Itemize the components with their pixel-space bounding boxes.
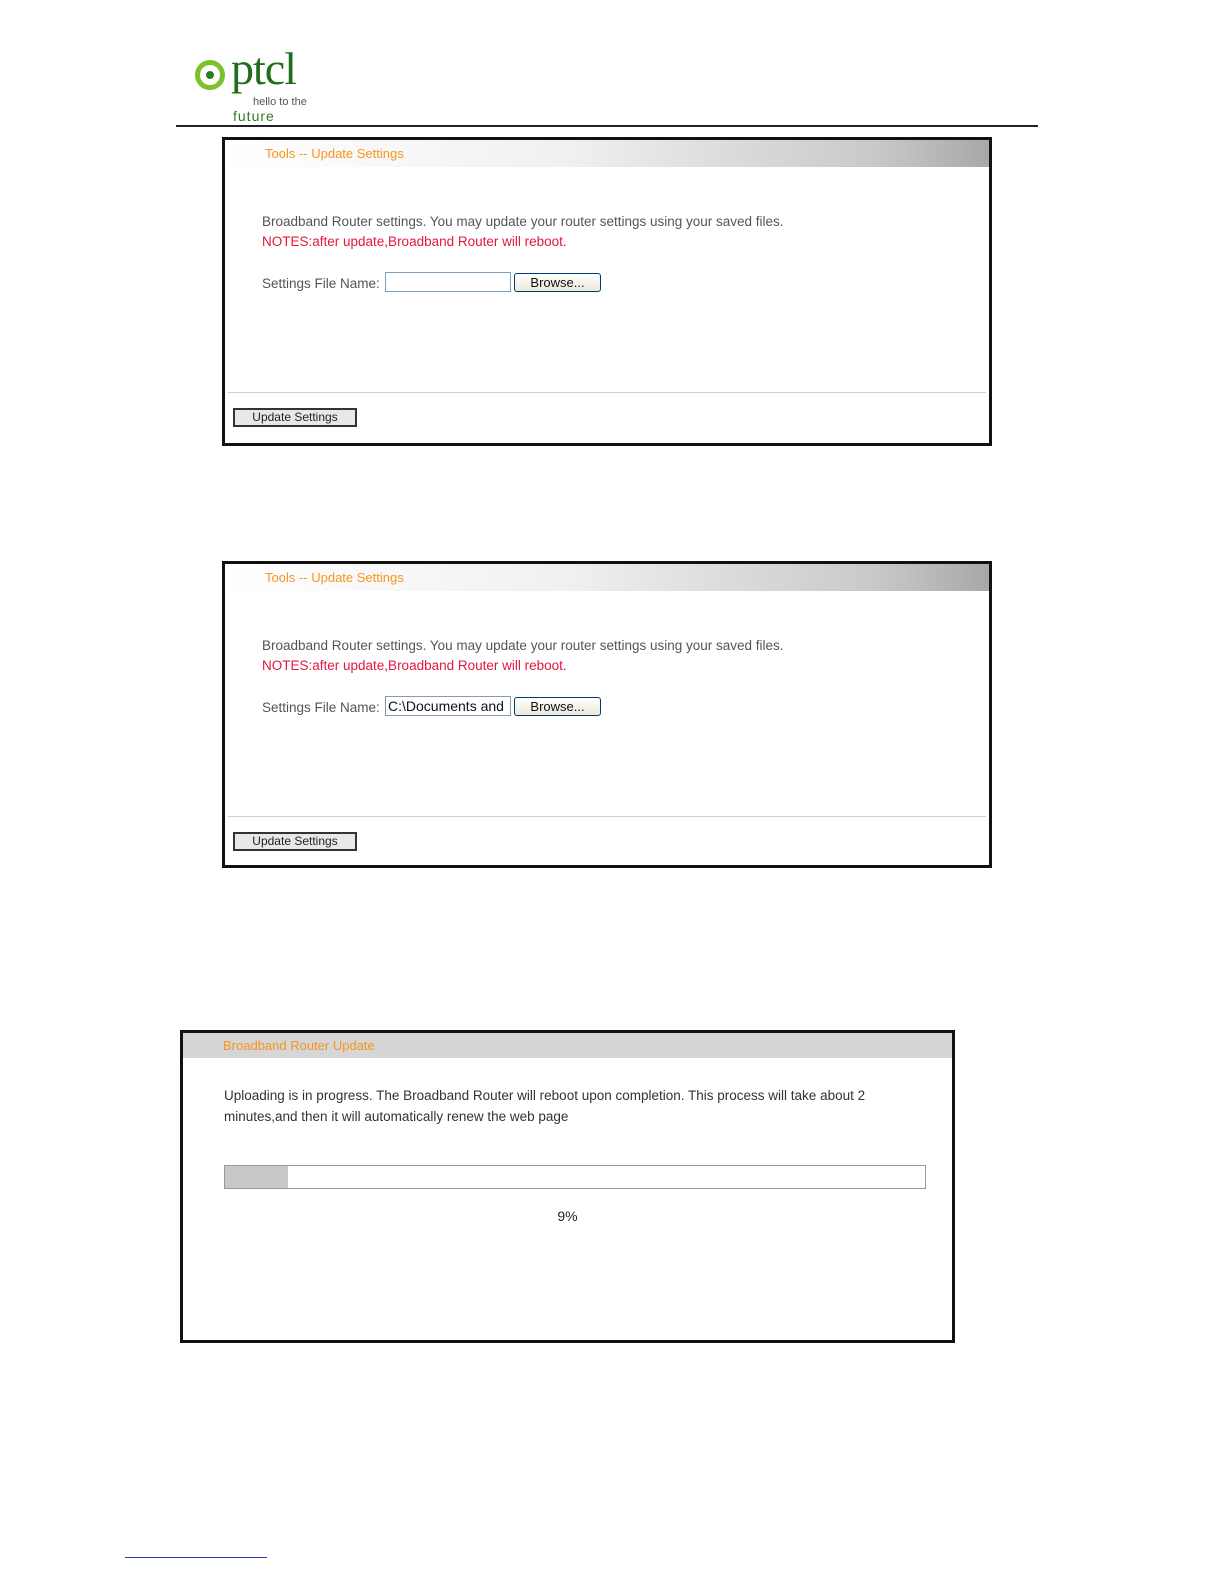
router-update-progress-panel: [180, 1030, 955, 1343]
logo-ring-icon: [195, 60, 225, 90]
reboot-note: NOTES:after update,Broadband Router will reboot.: [262, 234, 567, 249]
description-text: Broadband Router settings. You may update your router settings using your saved files.: [262, 638, 784, 653]
footer-rule: [125, 1557, 267, 1558]
update-settings-panel-filled: [222, 561, 992, 868]
panel-title: Broadband Router Update: [223, 1038, 375, 1053]
update-settings-panel-empty: [222, 137, 992, 446]
panel-separator: [228, 392, 986, 393]
panel-title: Tools -- Update Settings: [265, 570, 404, 585]
settings-file-input[interactable]: [385, 272, 511, 292]
progress-bar-fill: [225, 1166, 288, 1188]
panel-title: Tools -- Update Settings: [265, 146, 404, 161]
settings-file-input[interactable]: [385, 696, 511, 716]
panel-header: [225, 564, 989, 591]
ptcl-logo: [195, 43, 335, 124]
browse-button[interactable]: Browse...: [514, 273, 601, 292]
description-text: Broadband Router settings. You may update your router settings using your saved files.: [262, 214, 784, 229]
upload-progress-bar: [224, 1165, 926, 1189]
browse-button[interactable]: Browse...: [514, 697, 601, 716]
logo-tagline-1: hello to the: [253, 96, 307, 108]
panel-header: [225, 140, 989, 167]
reboot-note: NOTES:after update,Broadband Router will reboot.: [262, 658, 567, 673]
header-divider: [176, 125, 1038, 127]
settings-file-label: Settings File Name:: [262, 276, 380, 291]
logo-wordmark: ptcl: [231, 43, 296, 94]
logo-tagline-2: future: [233, 108, 275, 124]
update-settings-button[interactable]: Update Settings: [233, 832, 357, 851]
settings-file-label: Settings File Name:: [262, 700, 380, 715]
panel-header: [183, 1033, 952, 1058]
panel-separator: [228, 816, 986, 817]
update-settings-button[interactable]: Update Settings: [233, 408, 357, 427]
upload-progress-message: Uploading is in progress. The Broadband Router will reboot upon completion. This process will take about 2 minutes,and then it will automatically renew the web page: [224, 1088, 866, 1124]
progress-percent-label: 9%: [557, 1208, 578, 1224]
